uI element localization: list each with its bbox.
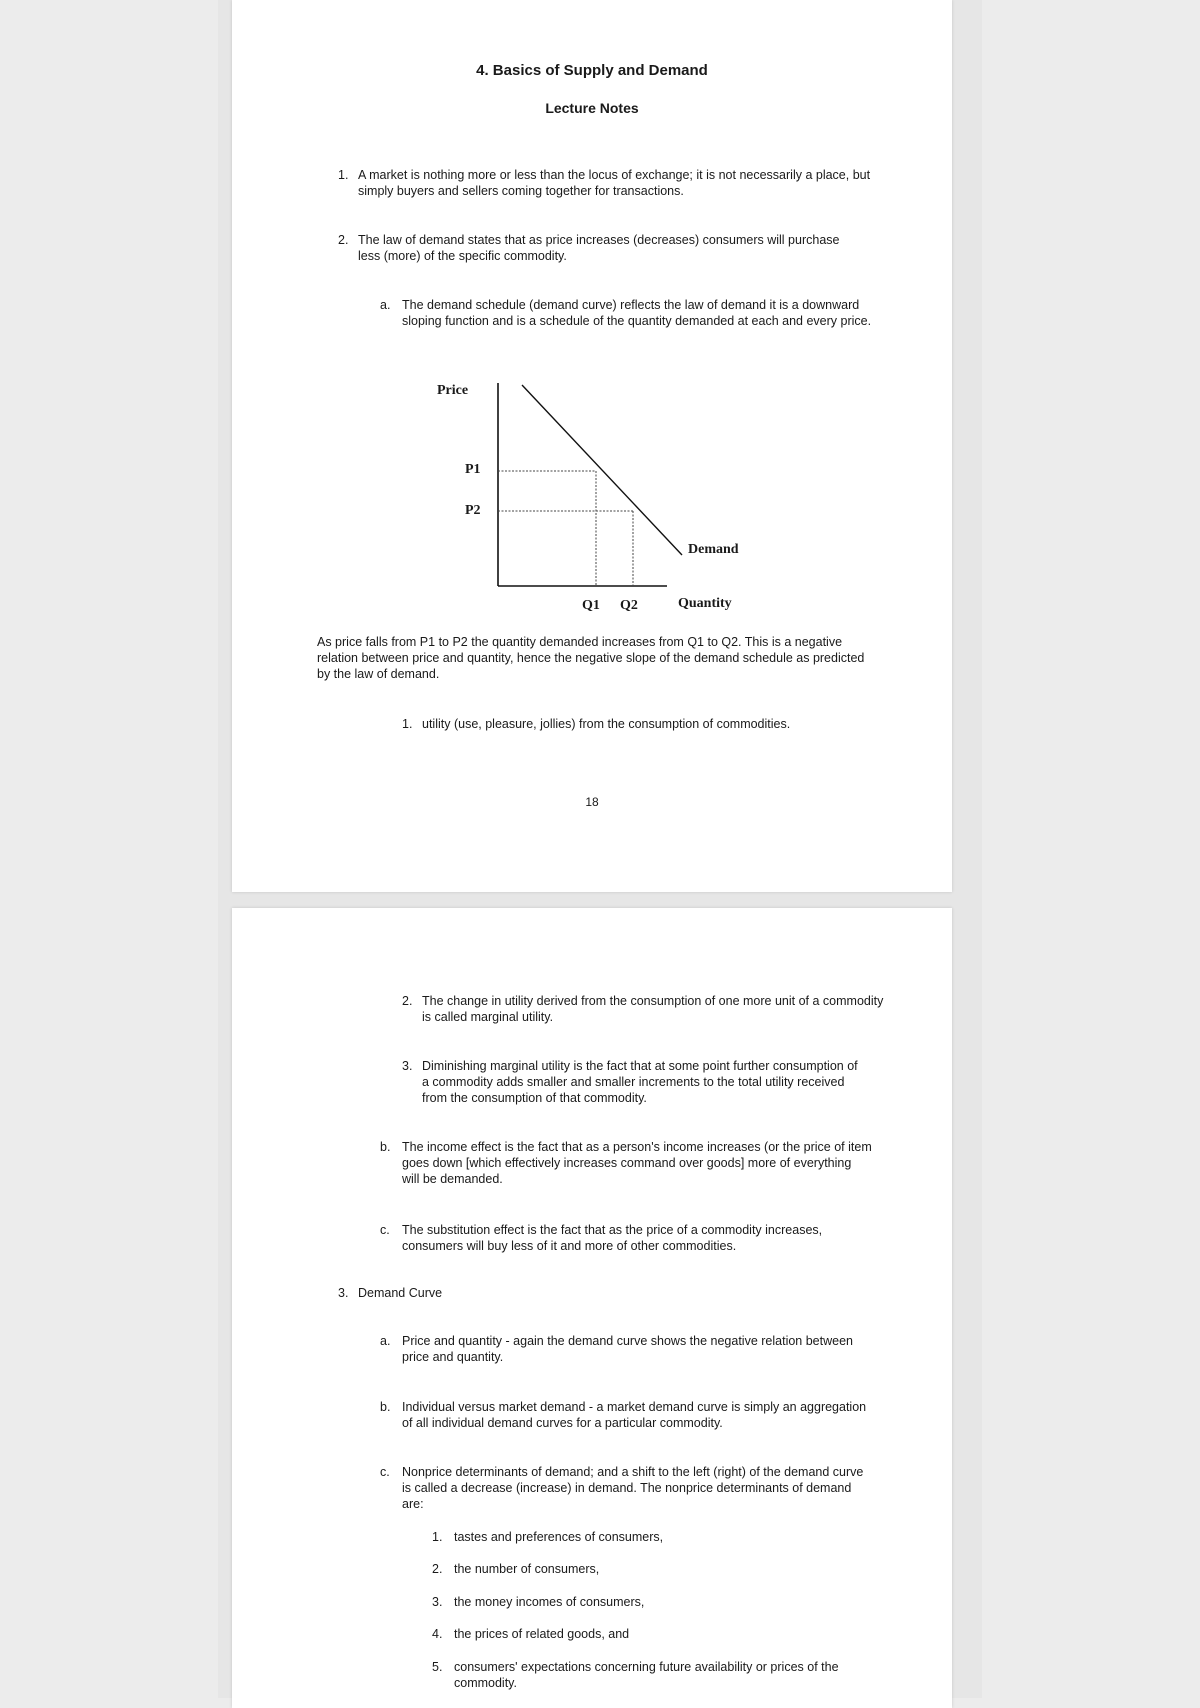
item-c-text: The substitution effect is the fact that as the price of a commodity increases, consumers will buy less of it and more of other commodities. <box>402 1223 823 1253</box>
graph-q1-label: Q1 <box>582 598 600 613</box>
sub-item-2-text: The change in utility derived from the consumption of one more unit of a commodity is called marginal utility. <box>422 994 884 1024</box>
item-1-number: 1. <box>338 168 349 182</box>
item-2-number: 2. <box>338 233 349 247</box>
item-c-letter: c. <box>380 1223 390 1237</box>
page-number: 18 <box>585 795 599 809</box>
item-3-text: Demand Curve <box>358 1286 443 1300</box>
determinant-3-text: the money incomes of consumers, <box>454 1595 645 1609</box>
graph-demand-label: Demand <box>688 542 739 557</box>
demand-graph <box>232 0 952 892</box>
demand-curve-line <box>522 385 682 555</box>
item-3a-letter: a. <box>380 1334 391 1348</box>
determinant-4-number: 4. <box>432 1627 443 1641</box>
item-2-text: The law of demand states that as price increases (decreases) consumers will purchase less (more) of the specific commodity. <box>358 233 840 263</box>
determinant-3-number: 3. <box>432 1595 443 1609</box>
item-3a-text: Price and quantity - again the demand curve shows the negative relation between price and quantity. <box>402 1334 853 1364</box>
sub-item-1-text: utility (use, pleasure, jollies) from the consumption of commodities. <box>422 717 791 731</box>
determinant-2-text: the number of consumers, <box>454 1562 600 1576</box>
determinant-1-number: 1. <box>432 1530 443 1544</box>
determinant-1-text: tastes and preferences of consumers, <box>454 1530 664 1544</box>
item-1-text: A market is nothing more or less than the locus of exchange; it is not necessarily a place, but simply buyers and sellers coming together for transactions. <box>358 168 871 198</box>
sub-item-3-number: 3. <box>402 1059 413 1073</box>
item-3c-text: Nonprice determinants of demand; and a shift to the left (right) of the demand curve is called a decrease (increase) in demand. The nonprice determinants of demand are: <box>402 1465 864 1511</box>
item-b-text: The income effect is the fact that as a person's income increases (or the price of item goes down [which effectively increases command over goods] more of everything will be demanded. <box>402 1140 872 1186</box>
sub-item-2-number: 2. <box>402 994 413 1008</box>
document-page-2 <box>232 908 952 1708</box>
item-3c-letter: c. <box>380 1465 390 1479</box>
document-subtitle: Lecture Notes <box>545 100 639 116</box>
graph-q2-label: Q2 <box>620 598 638 613</box>
determinant-4-text: the prices of related goods, and <box>454 1627 630 1641</box>
item-2a-letter: a. <box>380 298 391 312</box>
item-3b-text: Individual versus market demand - a market demand curve is simply an aggregation of all individual demand curves for a particular commodity. <box>402 1400 867 1430</box>
graph-price-label: Price <box>437 383 469 398</box>
graph-explanation: As price falls from P1 to P2 the quantity demanded increases from Q1 to Q2. This is a negative relation between price and quantity, hence the negative slope of the demand schedule as predicted by the law of demand. <box>317 635 865 681</box>
sub-item-1-number: 1. <box>402 717 413 731</box>
document-title: 4. Basics of Supply and Demand <box>476 62 708 79</box>
document-page-1 <box>232 0 952 892</box>
item-3b-letter: b. <box>380 1400 391 1414</box>
graph-p2-label: P2 <box>465 503 481 518</box>
item-3-number: 3. <box>338 1286 349 1300</box>
determinant-2-number: 2. <box>432 1562 443 1576</box>
item-2a-text: The demand schedule (demand curve) reflects the law of demand it is a downward sloping function and is a schedule of the quantity demanded at each and every price. <box>402 298 872 328</box>
determinant-5-number: 5. <box>432 1660 443 1674</box>
determinant-5-text: consumers' expectations concerning future availability or prices of the commodity. <box>454 1660 839 1690</box>
graph-quantity-label: Quantity <box>678 596 732 611</box>
graph-p1-label: P1 <box>465 462 481 477</box>
sub-item-3-text: Diminishing marginal utility is the fact that at some point further consumption of a commodity adds smaller and smaller increments to the total utility received from the consumption of that commodity. <box>422 1059 858 1105</box>
item-b-letter: b. <box>380 1140 391 1154</box>
